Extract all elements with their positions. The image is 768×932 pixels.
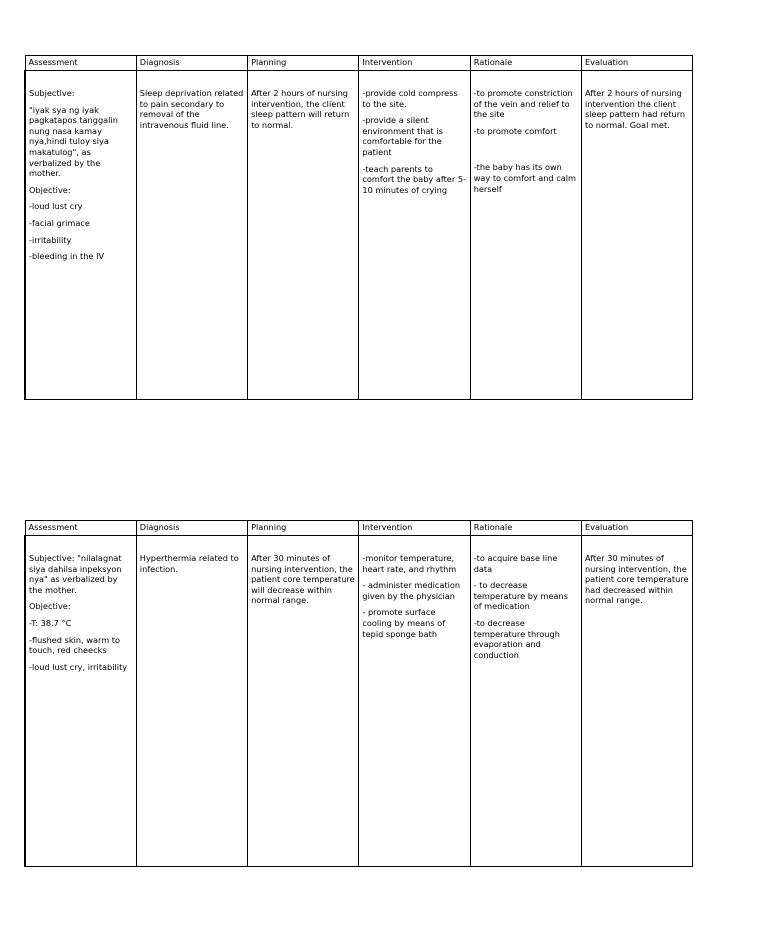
diagnosis-cell	[136, 71, 247, 400]
header-diagnosis: Diagnosis	[136, 56, 247, 71]
evaluation-text: After 2 hours of nursing intervention the client sleep pattern had return to normal. Goal met.	[584, 88, 686, 130]
objective-item: -T: 38.7 °C	[29, 617, 72, 628]
intervention-item: -teach parents to comfort the baby after 5-10 minutes of crying	[362, 163, 466, 195]
table-row	[25, 536, 693, 867]
header-assessment: Assessment	[25, 521, 136, 536]
objective-item: -flushed skin, warm to touch, red cheecks	[29, 634, 121, 656]
assessment-cell	[25, 71, 136, 400]
intervention-item: - administer medication given by the physician	[362, 580, 461, 601]
rationale-item: -to promote comfort	[473, 125, 557, 136]
planning-cell	[248, 71, 359, 400]
evaluation-cell	[581, 536, 692, 867]
objective-item: -irritability	[29, 234, 72, 245]
subjective-label: Subjective:	[29, 88, 75, 98]
diagnosis-text: Sleep deprivation related to pain secondary to removal of the intravenous fluid line.	[139, 88, 244, 130]
header-intervention: Intervention	[359, 521, 470, 536]
rationale-item: -the baby has its own way to comfort and calm herself	[473, 162, 577, 194]
intervention-cell	[359, 536, 470, 867]
intervention-item: - promote surface cooling by means of tepid sponge bath	[362, 607, 446, 639]
intervention-item: -provide cold compress to the site.	[362, 88, 458, 109]
planning-cell	[248, 536, 359, 867]
rationale-cell	[470, 536, 581, 867]
rationale-item: - to decrease temperature by means of medication	[473, 580, 568, 612]
header-rationale: Rationale	[470, 521, 581, 536]
rationale-item: -to promote constriction of the vein and relief to the site	[473, 88, 573, 120]
objective-label: Objective:	[29, 184, 71, 195]
objective-label: Objective:	[29, 601, 71, 612]
header-evaluation: Evaluation	[581, 521, 692, 536]
intervention-item: -provide a silent environment that is comfortable for the patient	[362, 115, 443, 157]
header-intervention: Intervention	[359, 56, 470, 71]
care-plan-table-2	[24, 520, 693, 867]
intervention-item: -monitor temperature, heart rate, and rhythm	[362, 553, 457, 574]
header-evaluation: Evaluation	[581, 56, 692, 71]
assessment-cell	[25, 536, 136, 867]
header-planning: Planning	[248, 56, 359, 71]
objective-item: -facial grimace	[29, 217, 90, 228]
header-row	[25, 56, 693, 71]
planning-text: After 30 minutes of nursing intervention, the patient core temperature will decrease within normal range.	[251, 553, 355, 606]
rationale-cell	[470, 71, 581, 400]
header-assessment: Assessment	[25, 56, 136, 71]
objective-item: -bleeding in the IV	[29, 251, 105, 262]
subjective-text: Subjective: "nilalagnat siya dahilsa inpeksyon nya" as verbalized by the mother.	[29, 553, 122, 595]
header-row	[25, 521, 693, 536]
objective-item: -loud lust cry	[29, 201, 83, 212]
diagnosis-cell	[136, 536, 247, 867]
header-diagnosis: Diagnosis	[136, 521, 247, 536]
intervention-cell	[359, 71, 470, 400]
planning-text: After 2 hours of nursing intervention, the client sleep pattern will return to normal.	[251, 88, 350, 130]
rationale-spacer	[474, 142, 578, 156]
subjective-text: "iyak sya ng iyak pagkatapos tanggalin nung nasa kamay nya,hindi tuloy siya makatulog", as verbalized by the mother.	[29, 104, 118, 179]
rationale-item: -to decrease temperature through evaporation and conduction	[473, 617, 560, 660]
header-rationale: Rationale	[470, 56, 581, 71]
evaluation-text: After 30 minutes of nursing intervention, the patient core temperature had decreased within normal range.	[584, 553, 689, 606]
header-planning: Planning	[248, 521, 359, 536]
rationale-item: -to acquire base line data	[473, 553, 558, 574]
care-plan-table-1	[24, 55, 693, 400]
diagnosis-text: Hyperthermia related to infection.	[139, 553, 239, 574]
objective-item: -loud lust cry, irritability	[29, 661, 128, 672]
table-row	[25, 71, 693, 400]
evaluation-cell	[581, 71, 692, 400]
